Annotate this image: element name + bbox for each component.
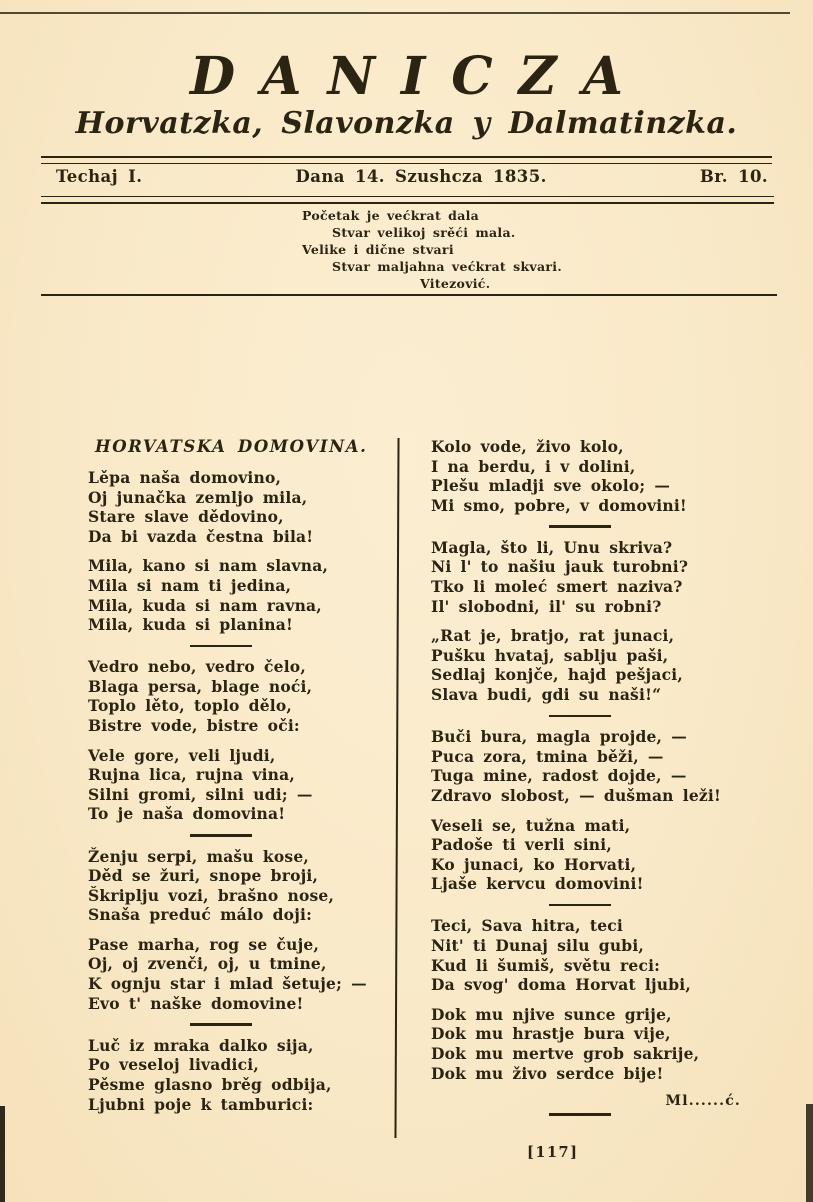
stanza [88, 935, 390, 1013]
poem-line: Stare slave dědovino, [88, 507, 284, 527]
poem-line: Mila, kano si nam slavna, [88, 556, 329, 576]
poem-line: Dok mu živo serdce bije! [431, 1063, 664, 1083]
scan-edge-top [0, 12, 790, 14]
poem-line: Buči bura, magla projde, — [431, 727, 687, 747]
stanza [88, 847, 390, 925]
poem-line: Nit' ti Dunaj silu gubi, [431, 935, 645, 955]
poem-line: Puca zora, tmina běži, — [431, 746, 664, 766]
poem-line: Mi smo, pobre, v domovini! [431, 495, 687, 515]
poem-line: Padoše ti verli sini, [431, 835, 612, 855]
poem-line: Tko li moleć smert naziva? [431, 577, 683, 597]
poem-heading: HORVATSKA DOMOVINA. [95, 437, 368, 456]
poem-line: Teci, Sava hitra, teci [431, 916, 623, 936]
poem-line: Mila, kuda si planina! [88, 615, 294, 635]
scan-edge-left [0, 1106, 5, 1202]
poem-line: Toplo lěto, toplo dělo, [88, 696, 292, 716]
poem-line: Il' slobodni, il' su robni? [431, 596, 662, 616]
stanza [431, 538, 765, 616]
left-column-blocks [88, 468, 390, 1114]
masthead-rule-top [41, 156, 772, 164]
stanza [431, 816, 765, 894]
poem-line: Škriplju vozi, brašno nose, [88, 885, 335, 905]
poem-line: Magla, što li, Unu skriva? [431, 537, 673, 557]
volume-label: Techaj I. [56, 167, 143, 186]
masthead-rule-bottom [41, 196, 774, 204]
stanza [88, 657, 390, 735]
stanza-divider [190, 645, 252, 648]
stanza [431, 437, 765, 515]
stanza [88, 556, 390, 634]
poem-line: Tuga mine, radost dojde, — [431, 766, 687, 786]
poem-line: Pase marha, rog se čuje, [88, 934, 320, 954]
stanza [431, 1005, 765, 1083]
poem-line: Ni l' to našiu jauk turobni? [431, 557, 689, 577]
left-column [88, 437, 390, 1124]
poem-line: Ljubni poje k tamburici: [88, 1094, 314, 1114]
poem-line: Ko junaci, ko Horvati, [431, 854, 637, 874]
issue-row [41, 167, 772, 186]
epigraph-line: Velike i dične stvari [302, 242, 454, 257]
epigraph-line: Stvar velikoj srěći mala. [332, 225, 516, 240]
poem-line: Evo t' naške domovine! [88, 993, 304, 1013]
poem-line: Blaga persa, blage noći, [88, 676, 313, 696]
epigraph-rule [41, 294, 777, 296]
epigraph-line: Početak je većkrat dala [302, 208, 480, 223]
page-number: [117] [527, 1144, 579, 1161]
poem-signature: Ml......ć. [665, 1093, 741, 1110]
poem-line: Kud li šumiš, světu reci: [431, 955, 661, 975]
issue-number-label: Br. 10. [699, 167, 768, 186]
right-column [431, 437, 765, 1126]
poem-line: Sedlaj konjče, hajd pešjaci, [431, 665, 683, 685]
poem-line: Plešu mladji sve okolo; — [431, 476, 671, 496]
masthead-title [0, 46, 813, 107]
poem-line: Po veseloj livadici, [88, 1055, 259, 1075]
stanza-divider [549, 525, 611, 528]
epigraph [302, 207, 562, 292]
poem-line: K ognju star i mlad šetuje; — [88, 974, 367, 994]
poem-line: Dok mu hrastje bura vije, [431, 1024, 671, 1044]
stanza-divider [549, 1113, 611, 1116]
stanza [431, 727, 765, 805]
poem-line: Pušku hvataj, sablju paši, [431, 645, 669, 665]
poem-line: Dok mu njive sunce grije, [431, 1004, 672, 1024]
poem-line: Ljaše kervcu domovini! [431, 874, 644, 894]
poem-line: Zdravo slobost, — dušman leži! [431, 785, 721, 805]
poem-line: Veseli se, tužna mati, [431, 815, 631, 835]
stanza-divider [190, 1023, 252, 1026]
masthead-subtitle: Horvatzka, Slavonzka y Dalmatinzka. [75, 106, 738, 141]
stanza-divider [549, 715, 611, 718]
right-column-blocks [431, 437, 765, 1116]
poem-line: Mila, kuda si nam ravna, [88, 595, 322, 615]
poem-line: Vele gore, veli ljudi, [88, 745, 276, 765]
stanza [88, 468, 390, 546]
epigraph-line: Vitezović. [420, 276, 491, 291]
stanza [431, 916, 765, 994]
poem-line: Snaša preduć málo doji: [88, 905, 313, 925]
stanza [88, 746, 390, 824]
poem-line: To je naša domovina! [88, 804, 286, 824]
poem-line: Lěpa naša domovino, [88, 468, 282, 487]
stanza-divider [190, 834, 252, 837]
poem-line: Mila si nam ti jedina, [88, 575, 292, 595]
poem-line: Ženju serpi, mašu kose, [88, 846, 309, 866]
poem-line: Da bi vazda čestna bila! [88, 526, 314, 546]
date-label: Dana 14. Szushcza 1835. [295, 167, 547, 186]
poem-line: Rujna lica, rujna vina, [88, 765, 295, 785]
poem-line: Bistre vode, bistre oči: [88, 716, 300, 736]
poem-line: Da svog' doma Horvat ljubi, [431, 975, 691, 995]
poem-line: „Rat je, bratjo, rat junaci, [431, 626, 675, 646]
stanza-divider [549, 904, 611, 907]
masthead-title-text: DANICZA [190, 46, 649, 107]
poem-line: Slava budi, gdi su naši!“ [431, 685, 662, 705]
poem-line: I na berdu, i v dolini, [431, 456, 636, 476]
scan-edge-right [806, 1104, 813, 1202]
poem-line: Silni gromi, silni udi; — [88, 784, 313, 804]
poem-line: Kolo vode, živo kolo, [431, 437, 624, 456]
poem-line: Dok mu mertve grob sakrije, [431, 1043, 700, 1063]
epigraph-line: Stvar maljahna većkrat skvari. [332, 259, 562, 274]
poem-line: Luč iz mraka dalko sija, [88, 1035, 314, 1055]
poem-line: Pěsme glasno brěg odbija, [88, 1074, 332, 1094]
stanza [431, 626, 765, 704]
poem-line: Děd se žuri, snope broji, [88, 866, 319, 886]
poem-line: Oj junačka zemljo mila, [88, 487, 308, 507]
stanza [88, 1036, 390, 1114]
column-divider-rule [394, 438, 399, 1138]
poem-line: Oj, oj zvenči, oj, u tmine, [88, 954, 327, 974]
poem-line: Vedro nebo, vedro čelo, [88, 657, 306, 677]
